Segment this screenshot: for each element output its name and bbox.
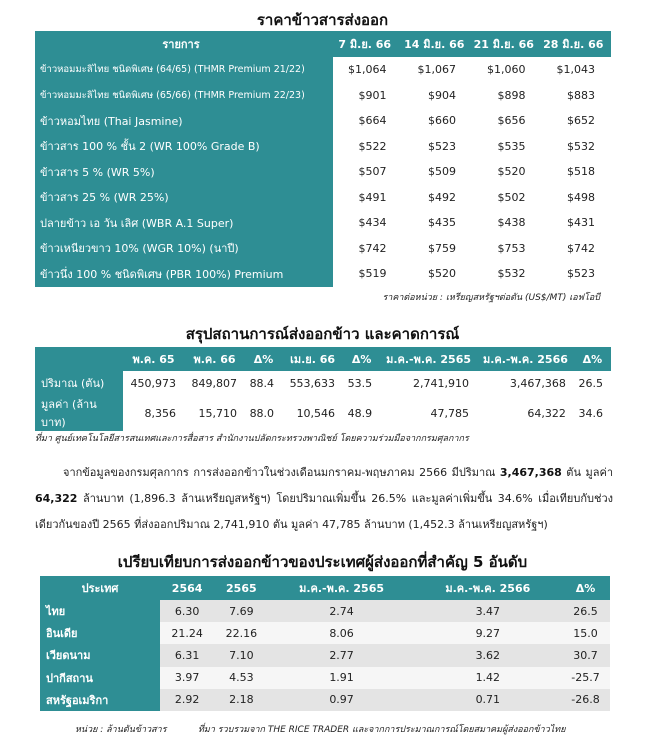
exporter-cell: 9.27 [415,622,561,644]
price-row-label: ข้าวหอมมะลิไทย ชนิดพิเศษ (64/65) (THMR Premium 21/22) [35,57,333,83]
summary-cell: 3,467,368 [509,376,566,390]
header-date-3: 21 มิ.ย. 66 [472,31,542,57]
exporter-cell: 0.97 [268,689,414,711]
exporter-row [40,622,610,644]
paragraph-value-bold: 64,322 [35,492,78,505]
exporter-cell: 22.16 [214,622,268,644]
exporter-country: เวียดนาม [40,644,160,666]
exporter-cell: 0.71 [415,689,561,711]
header-date-2: 14 มิ.ย. 66 [403,31,473,57]
exporter-cell: -26.8 [561,689,610,711]
price-row [35,261,611,287]
summary-table-header [35,347,611,371]
price-cell: $1,043 [556,63,595,77]
header-blank [35,347,123,371]
exporter-row [40,644,610,666]
exporter-table [40,576,610,711]
price-cell: $904 [428,88,456,102]
exporter-cell: 21.24 [160,622,214,644]
price-cell: $523 [428,139,456,153]
header-jan-may-2566: ม.ค.-พ.ค. 2566 [415,576,561,600]
summary-cell: 88.0 [249,406,275,420]
exporter-cell: 6.30 [160,600,214,622]
header-change: Δ% [561,576,610,600]
summary-row-volume [35,371,611,395]
price-row [35,185,611,211]
price-row-label: ข้าวหอมมะลิไทย ชนิดพิเศษ (65/66) (THMR Premium 22/23) [35,83,333,109]
exporter-cell: 2.77 [268,644,414,666]
summary-cell: 47,785 [430,406,469,420]
summary-table-title: สรุปสถานการณ์ส่งออกข้าว และคาดการณ์ [185,325,460,343]
exporter-row [40,667,610,689]
summary-cell: 849,807 [191,376,237,390]
summary-cell: 64,322 [527,406,566,420]
header-jan-may-2566: ม.ค.-พ.ค. 2566 [477,347,574,371]
summary-cell: 450,973 [130,376,176,390]
header-date-1: 7 มิ.ย. 66 [333,31,403,57]
price-cell: $535 [497,139,526,153]
header-item: รายการ [35,31,333,57]
price-cell: $1,064 [348,63,387,77]
price-cell: $434 [358,216,387,230]
price-cell: $435 [428,216,456,230]
exporter-cell: 15.0 [561,622,610,644]
header-2564: 2564 [160,576,214,600]
price-row-label: ข้าวนึ่ง 100 % ชนิดพิเศษ (PBR 100%) Premium [35,261,333,287]
exporter-cell: -25.7 [561,667,610,689]
summary-row-label: ปริมาณ (ตัน) [35,371,123,395]
price-cell: $742 [358,241,387,255]
summary-table [35,347,611,431]
exporter-table-title: เปรียบเทียบการส่งออกข้าวของประเทศผู้ส่งออกที่สำคัญ 5 อันดับ [117,553,528,571]
price-table-title: ราคาข้าวสารส่งออก [256,11,389,29]
price-cell: $491 [358,190,387,204]
price-cell: $656 [497,114,526,128]
price-cell: $883 [567,88,595,102]
header-date-4: 28 มิ.ย. 66 [542,31,612,57]
header-apr-66: เม.ย. 66 [282,347,343,371]
summary-source-note: ที่มา ศูนย์เทคโนโลยีสารสนเทศและการสื่อสาร สำนักงานปลัดกระทรวงพาณิชย์ โดยความร่วมมือจากกรมศุลกากร [35,434,469,444]
price-cell: $532 [497,267,526,281]
exporter-source-note: ที่มา รวบรวมจาก THE RICE TRADER และจากการประมาณการณ์โดยสมาคมผู้ส่งออกข้าวไทย [198,725,566,735]
paragraph-part: ล้านบาท (1,896.3 ล้านเหรียญสหรัฐฯ) โดยปริมาณเพิ่มขึ้น 26.5% และมูลค่าเพิ่มขึ้น 34.6% เมื่อเทียบกับช่วงเดียวกันของปี 2565 ที่ส่งออกปริมาณ 2,741,910 ตัน มูลค่า 47,785 ล้านบาท (1,452.3 ล้านเหรียญสหรัฐฯ) [35,492,613,531]
price-cell: $507 [358,165,387,179]
summary-cell: 88.4 [249,376,275,390]
exporter-country: อินเดีย [40,622,160,644]
price-cell: $753 [497,241,526,255]
price-row [35,83,611,109]
price-cell: $522 [358,139,387,153]
header-country: ประเทศ [40,576,160,600]
header-2565: 2565 [214,576,268,600]
price-cell: $1,067 [417,63,456,77]
price-row [35,159,611,185]
price-row-label: ข้าวสาร 5 % (WR 5%) [35,159,333,185]
header-may-65: พ.ค. 65 [123,347,184,371]
price-cell: $502 [497,190,526,204]
price-table-header [35,31,611,57]
price-cell: $431 [567,216,595,230]
summary-cell: 34.6 [578,406,603,420]
price-cell: $898 [497,88,526,102]
price-cell: $532 [567,139,595,153]
price-row-label: ข้าวสาร 25 % (WR 25%) [35,185,333,211]
price-cell: $498 [567,190,595,204]
price-cell: $1,060 [487,63,526,77]
price-cell: $660 [428,114,456,128]
price-row [35,210,611,236]
price-cell: $520 [497,165,526,179]
header-jan-may-2565: ม.ค.-พ.ค. 2565 [268,576,414,600]
exporter-row [40,600,610,622]
header-change-2: Δ% [343,347,380,371]
price-cell: $759 [428,241,456,255]
price-row [35,108,611,134]
exporter-cell: 8.06 [268,622,414,644]
summary-paragraph [35,460,613,538]
price-row [35,134,611,160]
price-cell: $742 [567,241,595,255]
price-row-label: ข้าวหอมไทย (Thai Jasmine) [35,108,333,134]
price-cell: $664 [358,114,387,128]
exporter-cell: 6.31 [160,644,214,666]
paragraph-text [35,460,613,538]
summary-cell: 8,356 [144,406,176,420]
price-row-label: ข้าวสาร 100 % ชั้น 2 (WR 100% Grade B) [35,134,333,160]
exporter-country: ปากีสถาน [40,667,160,689]
price-cell: $518 [567,165,595,179]
price-table [35,31,611,287]
price-cell: $438 [497,216,526,230]
price-cell: $519 [358,267,387,281]
exporter-cell: 3.97 [160,667,214,689]
exporter-cell: 7.69 [214,600,268,622]
header-jan-may-2565: ม.ค.-พ.ค. 2565 [380,347,477,371]
price-row [35,236,611,262]
exporter-cell: 3.47 [415,600,561,622]
exporter-cell: 2.92 [160,689,214,711]
exporter-unit-note: หน่วย : ล้านตันข้าวสาร [75,725,167,735]
header-change-3: Δ% [574,347,611,371]
price-unit-note: ราคาต่อหน่วย : เหรียญสหรัฐฯต่อตัน (US$/MT) เอฟโอบี [382,293,600,303]
exporter-country: ไทย [40,600,160,622]
exporter-cell: 3.62 [415,644,561,666]
price-row [35,57,611,83]
price-cell: $901 [358,88,387,102]
paragraph-part: ตัน มูลค่า [561,466,613,479]
paragraph-volume-bold: 3,467,368 [499,466,562,479]
summary-row-label: มูลค่า (ล้านบาท) [35,395,123,431]
exporter-cell: 1.42 [415,667,561,689]
exporter-cell: 2.18 [214,689,268,711]
summary-cell: 53.5 [347,376,373,390]
header-change-1: Δ% [245,347,282,371]
price-cell: $652 [567,114,595,128]
summary-cell: 10,546 [296,406,336,420]
exporter-cell: 7.10 [214,644,268,666]
price-row-label: ปลายข้าว เอ วัน เลิศ (WBR A.1 Super) [35,210,333,236]
summary-cell: 15,710 [198,406,237,420]
exporter-cell: 26.5 [561,600,610,622]
exporter-cell: 4.53 [214,667,268,689]
price-row-label: ข้าวเหนียวขาว 10% (WGR 10%) (นาปี) [35,236,333,262]
exporter-cell: 2.74 [268,600,414,622]
exporter-table-header [40,576,610,600]
price-cell: $523 [567,267,595,281]
summary-cell: 26.5 [578,376,603,390]
exporter-cell: 1.91 [268,667,414,689]
header-may-66: พ.ค. 66 [184,347,245,371]
paragraph-part: จากข้อมูลของกรมศุลกากร การส่งออกข้าวในช่วงเดือนมกราคม-พฤษภาคม 2566 มีปริมาณ [63,466,500,479]
summary-cell: 553,633 [289,376,336,390]
price-cell: $509 [428,165,456,179]
summary-cell: 48.9 [347,406,373,420]
exporter-country: สหรัฐอเมริกา [40,689,160,711]
price-cell: $520 [428,267,456,281]
exporter-row [40,689,610,711]
price-cell: $492 [428,190,456,204]
summary-cell: 2,741,910 [413,376,469,390]
exporter-cell: 30.7 [561,644,610,666]
summary-row-value [35,395,611,431]
